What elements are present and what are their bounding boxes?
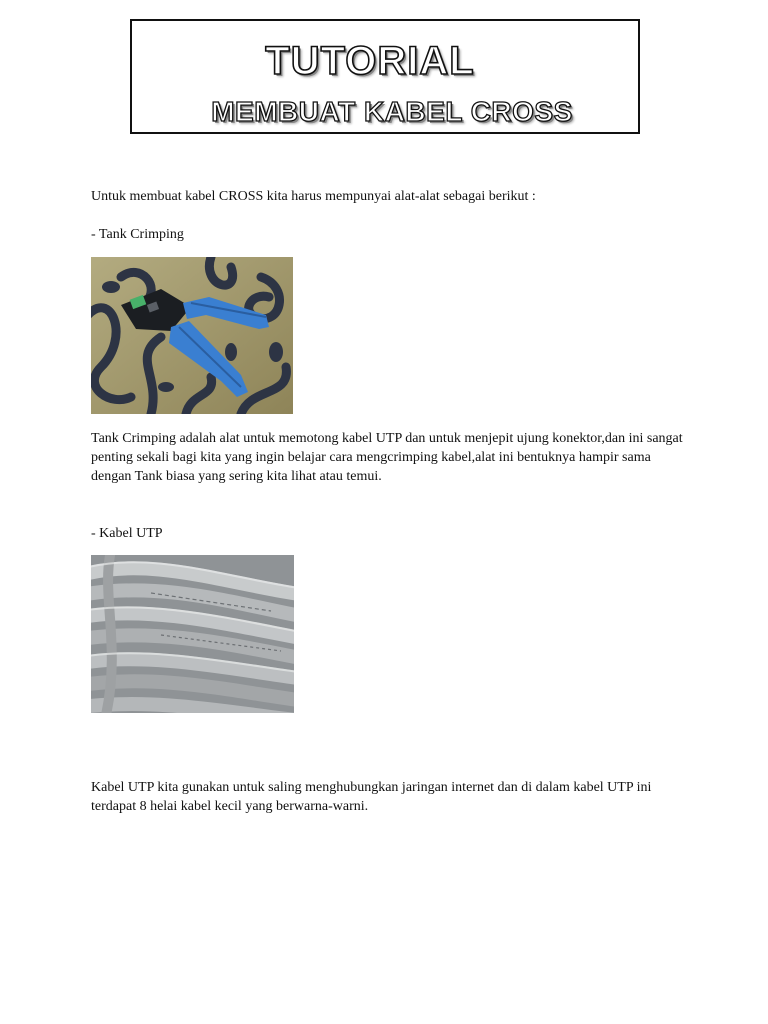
section-heading-crimping: - Tank Crimping [91, 227, 184, 242]
crimping-tool-photo [91, 257, 293, 414]
intro-text: Untuk membuat kabel CROSS kita harus mempunyai alat-alat sebagai berikut : [91, 189, 536, 204]
title-box [130, 19, 640, 134]
page-title: TUTORIAL [265, 39, 475, 83]
crimping-description: Tank Crimping adalah alat untuk memotong kabel UTP dan untuk menjepit ujung konektor,dan ini sangat penting sekali bagi kita yang ingin belajar cara mengcrimping kabel,alat ini bentuknya hampir sama dengan Tank biasa yang sering kita lihat atau temui. [91, 431, 683, 484]
utp-description: Kabel UTP kita gunakan untuk saling menghubungkan jaringan internet dan di dalam kabel UTP ini terdapat 8 helai kabel kecil yang berwarna-warni. [91, 780, 652, 814]
section-heading-utp: - Kabel UTP [91, 526, 163, 541]
utp-cable-photo [91, 555, 294, 713]
page-subtitle: MEMBUAT KABEL CROSS [211, 96, 573, 127]
